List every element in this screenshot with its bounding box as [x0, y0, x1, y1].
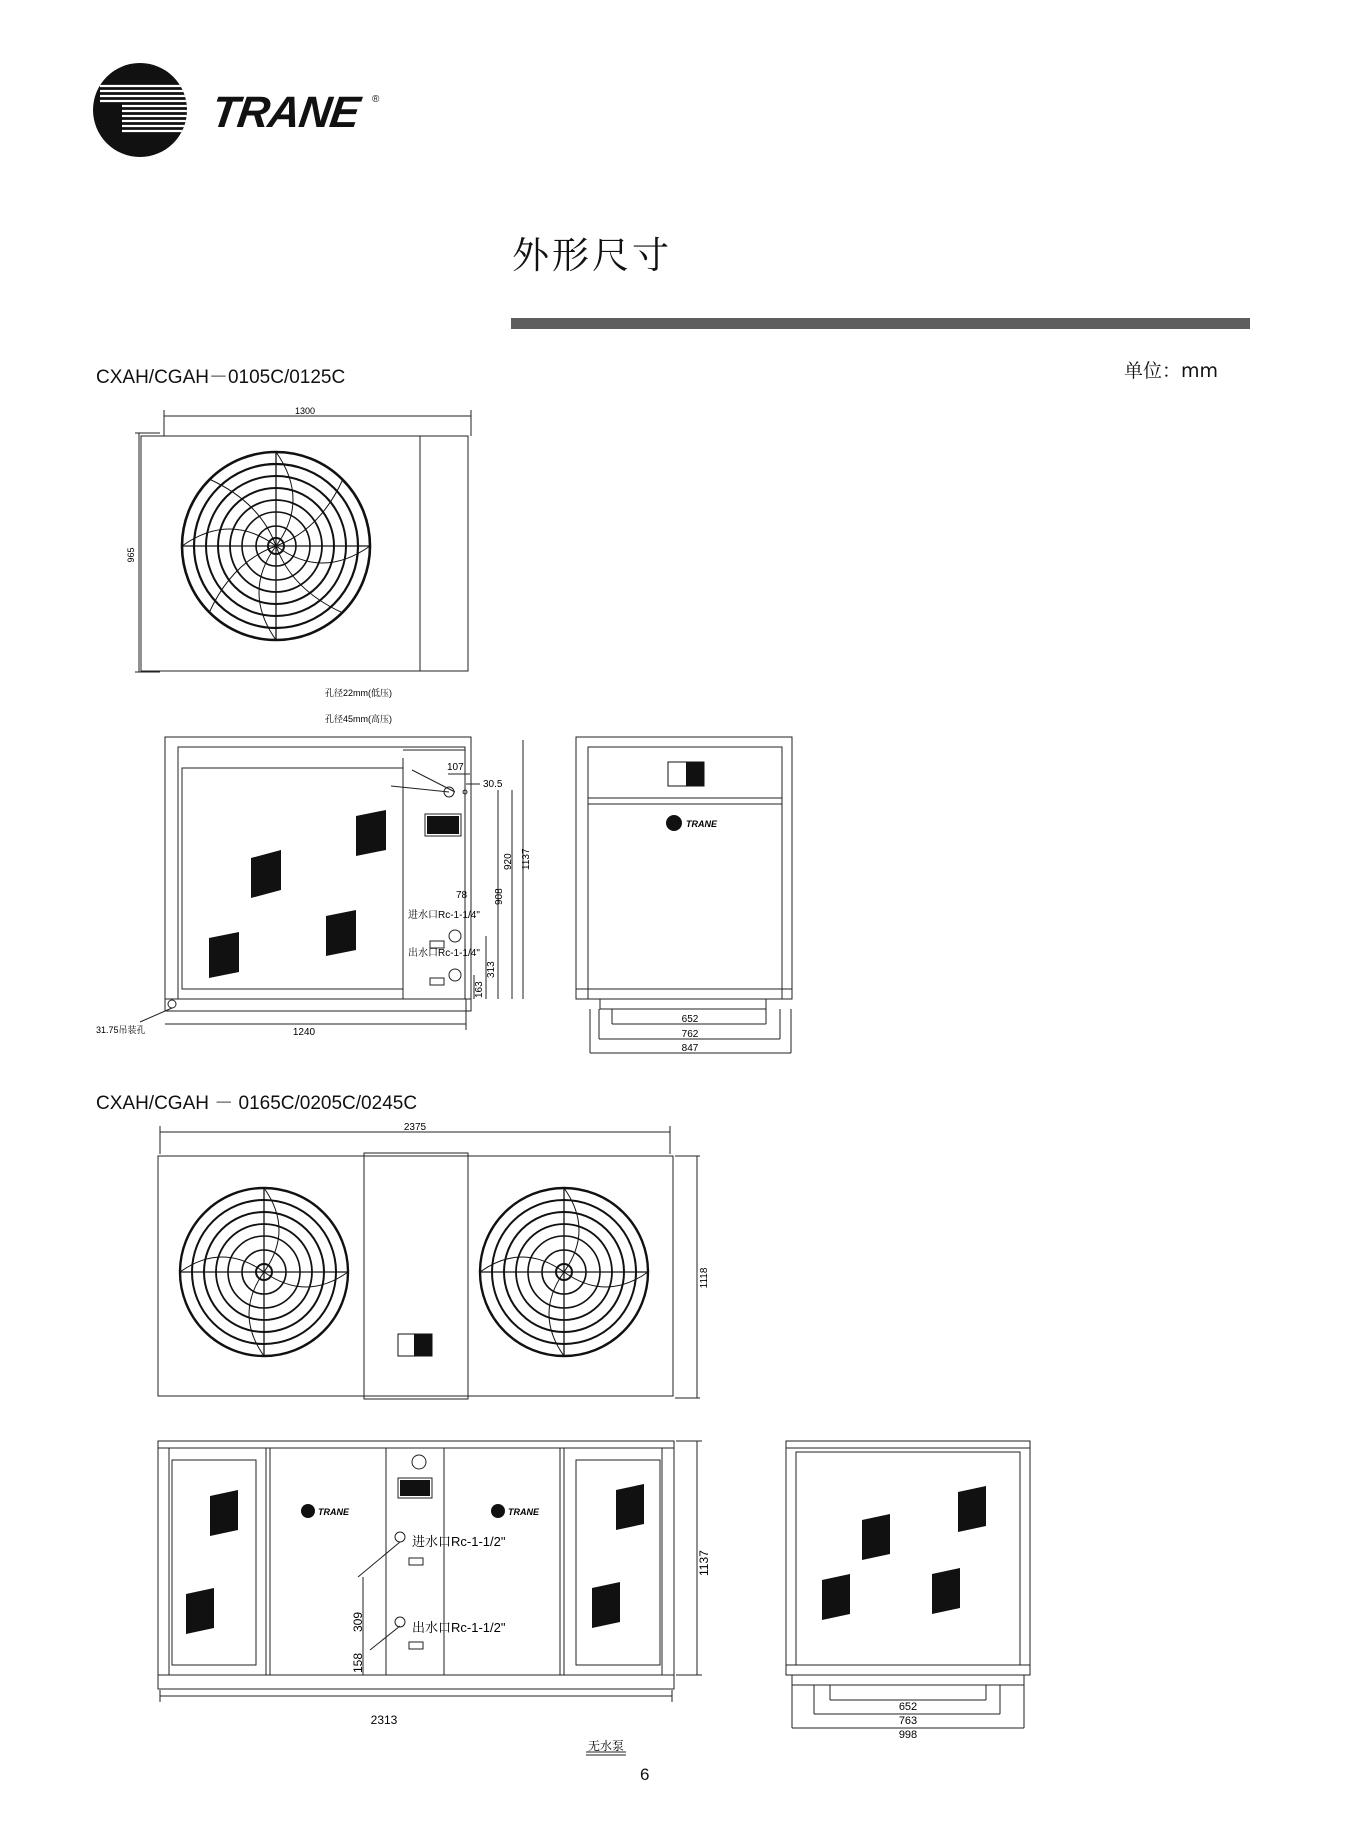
- coil-pattern-icon: [186, 1480, 644, 1634]
- dim-label: 1118: [699, 1267, 710, 1289]
- page-title: 外形尺寸: [512, 234, 672, 277]
- model-heading-2: CXAH/CGAH － 0165C/0205C/0245C: [96, 1093, 418, 1114]
- dim-label: 1300: [294, 406, 316, 416]
- dim-label: 908: [494, 888, 505, 905]
- title-divider: [511, 318, 1250, 329]
- trane-logo-text: TRANE: [318, 1507, 349, 1517]
- dim-label: 763: [898, 1715, 918, 1727]
- dim-label: 2375: [403, 1122, 427, 1133]
- brand-wordmark: TRANE: [208, 88, 363, 137]
- trane-logo-icon: [92, 62, 188, 158]
- section-2-drawings: [0, 1110, 1345, 1770]
- page-number: 6: [640, 1765, 650, 1784]
- dim-label: 78: [456, 890, 468, 901]
- trane-logo-icon: [666, 815, 682, 831]
- fan-guard-icon: [182, 452, 370, 640]
- dim-label: 998: [898, 1729, 918, 1741]
- unit-label: 单位：mm: [1124, 360, 1219, 382]
- water-inlet-label: 进水口Rc-1-1/4": [408, 910, 480, 921]
- dim-label: 158: [351, 1652, 365, 1673]
- dim-label: 163: [474, 981, 485, 998]
- dim-label: 652: [898, 1701, 918, 1713]
- dim-label: 1137: [697, 1550, 711, 1576]
- dim-label: 1137: [521, 848, 532, 870]
- callout-label: 孔径45mm(高压): [325, 714, 392, 724]
- section-1-drawings: [0, 390, 1345, 1080]
- dim-label: 309: [351, 1611, 365, 1632]
- dim-label: 1240: [292, 1027, 316, 1038]
- trane-logo-icon: [491, 1504, 505, 1518]
- no-pump-label: 无水泵: [587, 1739, 625, 1753]
- dim-label: 652: [681, 1014, 699, 1025]
- dim-label: 920: [503, 853, 514, 870]
- dim-label: 762: [681, 1029, 699, 1040]
- dim-label: 965: [126, 547, 136, 563]
- dim-label: 30.5: [483, 779, 503, 790]
- water-outlet-label: 出水口Rc-1-1/4": [408, 948, 480, 959]
- water-outlet-label: 出水口Rc-1-1/2": [412, 1620, 506, 1635]
- callout-label: 孔径22mm(低压): [325, 688, 392, 698]
- registered-mark: ®: [372, 94, 380, 105]
- water-inlet-label: 进水口Rc-1-1/2": [412, 1534, 506, 1549]
- dim-label: 2313: [370, 1713, 398, 1727]
- model-heading-1: CXAH/CGAH－0105C/0125C: [96, 367, 346, 388]
- trane-logo-icon: [301, 1504, 315, 1518]
- fan-guard-icon: [180, 1188, 348, 1356]
- coil-pattern-icon: [822, 1486, 986, 1620]
- fan-guard-icon: [480, 1188, 648, 1356]
- trane-logo-text: TRANE: [686, 819, 717, 829]
- dim-label: 107: [447, 762, 464, 773]
- dim-label: 847: [681, 1043, 699, 1054]
- lifting-hole-label: 31.75吊装孔: [96, 1025, 146, 1035]
- trane-logo-text: TRANE: [508, 1507, 539, 1517]
- dim-label: 313: [486, 961, 497, 978]
